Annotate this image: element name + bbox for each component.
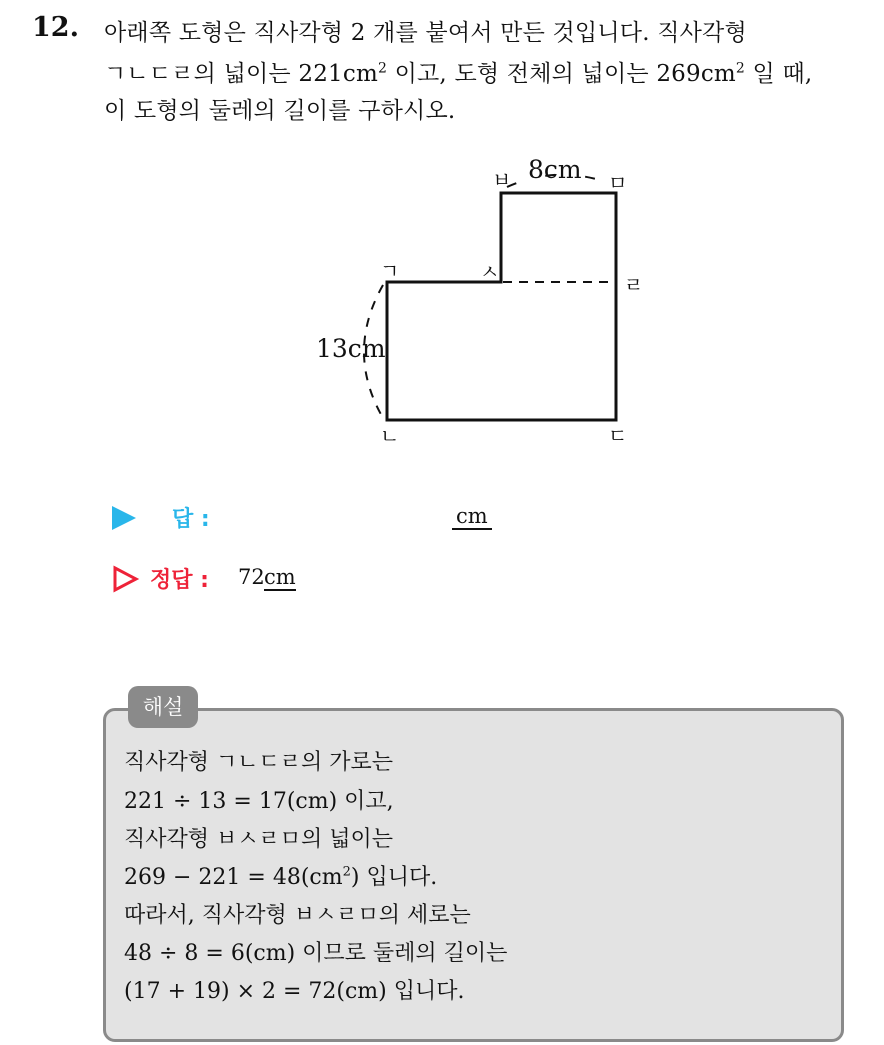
superscript-2: 2 (735, 60, 746, 77)
correct-answer-label: 정답 : (150, 568, 209, 593)
question-line-1: 아래쪽 도형은 직사각형 2 개를 붙여서 만든 것입니다. 직사각형 (104, 20, 747, 46)
question-line-2-part-b: 이고, 도형 전체의 넓이는 269cm (387, 61, 736, 87)
explanation-line-1: 직사각형 ㄱㄴㄷㄹ의 가로는 (124, 750, 394, 775)
superscript-2: 2 (342, 864, 351, 880)
explanation-line-2: 221 ÷ 13 = 17(cm) 이고, (124, 789, 394, 814)
correct-answer-value: 72 (238, 565, 265, 589)
explanation-tab: 해설 (128, 686, 198, 728)
correct-answer-unit: cm (264, 565, 296, 589)
question-number: 12. (32, 12, 79, 43)
top-width-label: 8cm (528, 155, 582, 184)
answer-unit-blank[interactable]: cm (452, 504, 492, 530)
vertex-label-r: ㄹ (624, 273, 644, 297)
correct-answer-row (112, 563, 532, 595)
vertex-label-n: ㄴ (380, 424, 400, 448)
explanation-line-4-part-b: ) 입니다. (350, 865, 438, 890)
superscript-2: 2 (377, 60, 388, 77)
explanation-line-5: 따라서, 직사각형 ㅂㅅㄹㅁ의 세로는 (124, 903, 471, 928)
figure-outline (387, 193, 616, 420)
question-line-2-part-c: 일 때, (745, 61, 813, 87)
question-line-3: 이 도형의 둘레의 길이를 구하시오. (104, 98, 456, 124)
question-line-2-part-a: ㄱㄴㄷㄹ의 넓이는 221cm (104, 61, 378, 87)
left-height-label: 13cm (316, 334, 386, 363)
vertex-label-m: ㅁ (608, 171, 628, 195)
vertex-label-s: ㅅ (480, 260, 500, 284)
vertex-label-b: ㅂ (492, 168, 512, 192)
answer-label: 답 : (172, 507, 210, 532)
explanation-line-4 (124, 860, 437, 891)
explanation-line-3: 직사각형 ㅂㅅㄹㅁ의 넓이는 (124, 827, 394, 852)
explanation-line-6: 48 ÷ 8 = 6(cm) 이므로 둘레의 길이는 (124, 941, 508, 966)
figure-diagram (0, 0, 884, 470)
explanation-line-4-part-a: 269 − 221 = 48(cm (124, 865, 343, 890)
explanation-line-7: (17 + 19) × 2 = 72(cm) 입니다. (124, 979, 465, 1004)
play-triangle-icon (112, 506, 136, 530)
figure-svg (0, 0, 884, 470)
answer-row (112, 502, 532, 534)
vertex-label-d: ㄷ (608, 424, 628, 448)
outline-triangle-icon (112, 565, 140, 593)
vertex-label-g: ㄱ (380, 259, 400, 283)
